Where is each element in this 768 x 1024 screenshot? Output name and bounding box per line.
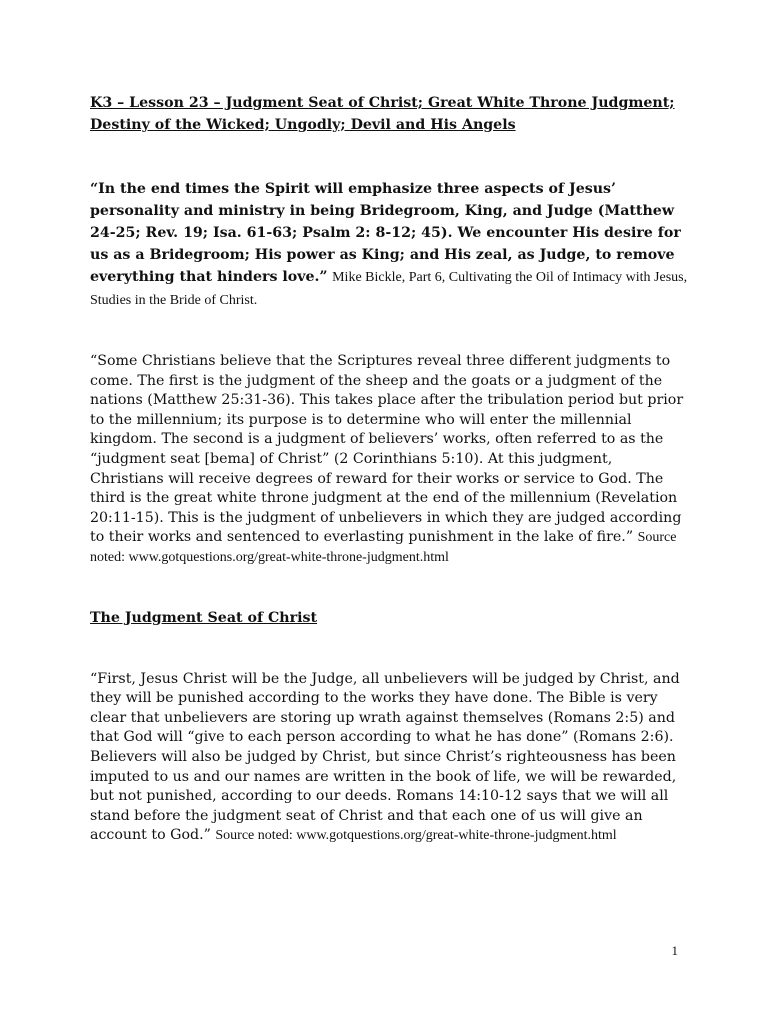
- judgment-seat-paragraph-source: Source noted: www.gotquestions.org/great-white-throne-judgment.html: [215, 828, 617, 844]
- judgments-paragraph-source: Source noted: www.gotquestions.org/great-white-throne-judgment.html: [90, 530, 677, 565]
- judgment-seat-paragraph: [90, 670, 690, 846]
- opening-quote: [90, 178, 690, 312]
- quote-citation: Mike Bickle, Part 6, Cultivating the Oil of Intimacy with Jesus, Studies in the Bride of Christ.: [90, 270, 688, 308]
- judgments-paragraph: [90, 352, 690, 568]
- quote-text: “In the end times the Spirit will emphasize three aspects of Jesus’ personality and ministry in being Bridegroom, King, and Judge (Matthew 24-25; Rev. 19; Isa. 61-63; Psalm 2: 8-12; 45). We encounter His desire for us as a Bridegroom; His power as King; and His zeal, as Judge, to remove everything that hinders love.”: [90, 181, 681, 285]
- document-title: K3 – Lesson 23 – Judgment Seat of Christ; Great White Throne Judgment; Destiny of the Wicked; Ungodly; Devil and His Angels: [90, 95, 675, 133]
- judgments-paragraph-text: “Some Christians believe that the Scriptures reveal three different judgments to come. The first is the judgment of the sheep and the goats or a judgment of the nations (Matthew 25:31-36). This takes place after the tribulation period but prior to the millennium; its purpose is to determine who will enter the millennial kingdom. The second is a judgment of believers’ works, often referred to as the “judgment seat [bema] of Christ” (2 Corinthians 5:10). At this judgment, Christians will receive degrees of reward for their works or service to God. The third is the great white throne judgment at the end of the millennium (Revelation 20:11-15). This is the judgment of unbelievers in which they are judged according to their works and sentenced to everlasting punishment in the lake of fire.”: [90, 353, 684, 546]
- section-heading: The Judgment Seat of Christ: [90, 609, 318, 626]
- document-page: [90, 92, 690, 846]
- judgment-seat-paragraph-text: “First, Jesus Christ will be the Judge, all unbelievers will be judged by Christ, and they will be punished according to the works they have done. The Bible is very clear that unbelievers are storing up wrath against themselves (Romans 2:5) and that God will “give to each person according to what he has done” (Romans 2:6). Believers will also be judged by Christ, but since Christ’s righteousness has been imputed to us and our names are written in the book of life, we will be rewarded, but not punished, according to our deeds. Romans 14:10-12 says that we will all stand before the judgment seat of Christ and that each one of us will give an account to God.”: [90, 670, 680, 844]
- page-number: 1: [671, 943, 678, 958]
